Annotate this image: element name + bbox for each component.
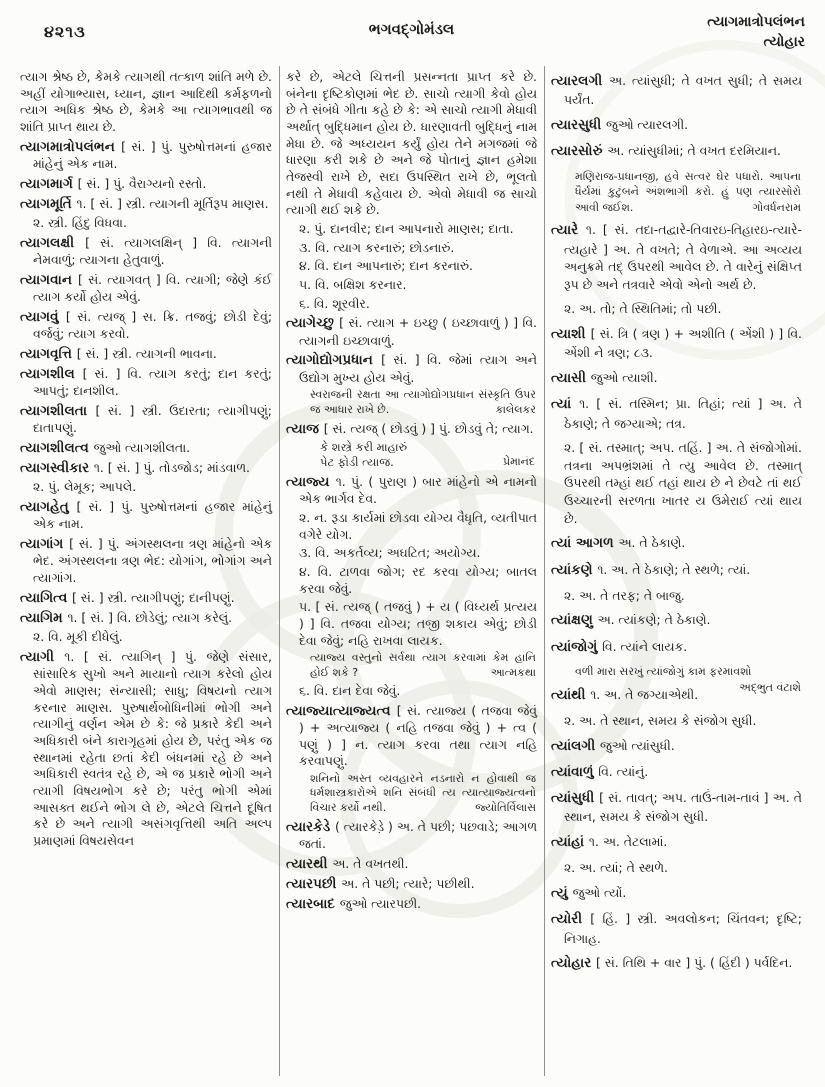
dictionary-entry — [551, 910, 802, 947]
entry-text: [ સં. ત્યાગવત્ ] વિ. ત્યાગી; જેણે કંઈ ત્યાગ કર્યો હોય એવું. — [33, 271, 272, 305]
entry-text: જુઓ ત્યારલગી. — [605, 116, 689, 132]
dictionary-entry — [20, 345, 272, 363]
entry-sense — [286, 510, 537, 543]
dictionary-entry — [551, 561, 802, 580]
headword: ત્યાંહાં — [551, 834, 589, 851]
dictionary-entry — [551, 116, 802, 135]
citation — [286, 388, 537, 417]
entry-text: ૪. વિ. ટાળવા જોગ; રદ કરવા યોગ્ય; બાતલ કરવા જેવું. — [299, 564, 537, 596]
dictionary-entry — [20, 609, 272, 627]
column-middle — [279, 66, 544, 1076]
entry-sense — [551, 712, 802, 730]
entry-text: ૧. અ. તેટલામાં. — [588, 834, 668, 850]
headword: ત્યાજ — [286, 420, 324, 437]
citation-source: ગોવર્ધનરામ — [752, 200, 801, 214]
entry-text: જુઓ ત્યાશી. — [590, 369, 658, 385]
dictionary-entry — [286, 895, 537, 913]
page-header — [14, 10, 809, 62]
entry-text: [ સં. ] પું. અંગસ્થલના ત્રણ માંહેનો એક ભેદ. અંગસ્થલના ત્રણ ભેદ: યોગાંગ, ભોગાંગ અને ત્યાગાંગ. — [33, 536, 273, 586]
dictionary-entry — [551, 395, 802, 432]
guide-word-bottom: ત્યોહાર — [763, 34, 805, 51]
entry-text: ૧. [ સં. ] સ્ત્રી. ત્યાગની મૂર્તિરૂપ માણસ. — [76, 195, 269, 211]
entry-text: ૩. વિ. અકર્તવ્ય; અઘટિત; અયોગ્ય. — [299, 545, 481, 561]
dictionary-entry — [20, 175, 272, 193]
citation-source: કાલેલકર — [495, 402, 536, 416]
dictionary-entry — [20, 459, 272, 477]
headword: ત્યાગિત્વ — [20, 589, 73, 606]
entry-text: [ સં. ] સ્ત્રી. ત્યાગીપણું; દાનીપણું. — [72, 589, 235, 605]
headword: ત્યાગશીલતા — [20, 402, 96, 419]
entry-text: [ સં. ] પું. પુરુષોત્તમનાં હજાર માંહેનું એક નામ. — [33, 138, 272, 171]
entry-sense — [286, 545, 537, 562]
entry-text: ત્યાગ શ્રેષ્ઠ છે, કેમકે ત્યાગથી તત્કાળ શાંતિ મળે છે. અહીં યોગાભ્યાસ, ધ્યાન, જ્ઞાન આદિથી કર્મફળનો ત્યાગ અધિક શ્રેષ્ઠ છે, કેમકે આ ત્યાગભાવથી જ શાંતિ પ્રાપ્ત થાય છે. — [20, 69, 272, 135]
dictionary-entry — [20, 498, 272, 533]
entry-text: [ સં. ] વિ. જેમાં ત્યાગ અને ઉદ્યોગ મુખ્ય હોય એવું. — [299, 352, 537, 385]
headword: ત્યાગલક્ષી — [20, 234, 86, 251]
entry-text: ૪. વિ. દાન આપનારું; દાન કરનારું. — [299, 258, 473, 274]
dictionary-entry — [286, 702, 537, 770]
citation — [286, 772, 537, 815]
entry-text: અ. તે વખતથી. — [332, 855, 409, 871]
entry-text: અ. ત્યાંકણે; તે ઠેકાણે. — [597, 612, 711, 628]
entry-sense — [286, 240, 537, 257]
dictionary-entry — [286, 818, 537, 853]
dictionary-entry — [20, 589, 272, 607]
entry-text: ત્યાજ્ય વસ્તુનો સર્વથા ત્યાગ કરવામાં કેમ હાનિ હોઈ શકે ? — [310, 651, 536, 679]
headword: ત્યાજ્યાત્યાજ્યત્વ — [286, 702, 397, 719]
entry-sense — [20, 215, 272, 232]
dictionary-entry — [286, 473, 537, 508]
headword: ત્યારસોરું — [551, 143, 608, 160]
headword: ત્યાંલગી — [551, 737, 600, 754]
dictionary-entry — [551, 789, 802, 826]
verse-line: પેટ ફોડી ત્યાજ. — [320, 455, 394, 470]
headword: ત્યાસી — [551, 369, 591, 386]
entry-text: [ સં. તાવત્; અપ. તાઉં-તામ-તાવં ] અ. તે સ્થાન, સમય કે સંજોગ સુધી. — [564, 790, 802, 825]
entry-text: [ સં. ] સ્ત્રી. ઉદારતા; ત્યાગીપણું; દાતાપણું. — [33, 402, 272, 436]
headword: ત્યું — [551, 884, 573, 901]
dictionary-entry — [551, 72, 802, 109]
headword: ત્યાંસુધી — [551, 790, 600, 807]
entry-sense — [286, 599, 537, 649]
entry-text: ૨. પું. લેમૂક; આપલે. — [33, 479, 137, 495]
entry-text: વળી મારા સરખું ત્યાંજોગું કામ ફરમાવશો — [575, 665, 752, 679]
entry-text: જુઓ ત્યારપછી. — [339, 896, 422, 912]
headword: ત્યાંક્ષણુ — [551, 612, 598, 629]
dictionary-entry — [20, 138, 272, 173]
headword: ત્યાગહેતુ — [20, 499, 77, 516]
dictionary-entry — [551, 369, 802, 388]
headword: ત્યાંજોગું — [551, 638, 603, 655]
entry-text: ( ત્યારકેડ઼ે ) અ. તે પછી; પછવાડે; આગળ જતાં. — [299, 818, 537, 852]
entry-text: [ સં. ] પું. વૈરાગ્યનો રસ્તો. — [77, 175, 207, 191]
entry-text: અ. તે પછી; ત્યારે; પછીથી. — [341, 876, 475, 892]
dictionary-entry — [286, 875, 537, 893]
book-title: ભગવદ્ગોમંડલ — [368, 20, 455, 38]
dictionary-entry — [20, 648, 272, 850]
entry-text: [ સં. ત્યાગલક્ષિન્ ] વિ. ત્યાગની નેમવાળું; ત્યાગના હેતુવાળું. — [33, 234, 273, 268]
continuation-paragraph — [286, 69, 537, 219]
entry-text: ૧. અ. તે ઠેકાણે; તે સ્થળે; ત્યાં. — [597, 561, 751, 577]
headword: ત્યારપછી — [286, 876, 342, 893]
dictionary-entry — [286, 855, 537, 873]
entry-text: ૧. [ સં. તદા-તદ્વારે-તિવારઇ-તિહારઇ-ત્યારે-ત્યહારે ] અ. તે વખતે; તે વેળાએ. આ અવ્યય અનુક્રમે તદ્ ઉપરથી આવેલ છે. તે વારેનું સંક્ષિપ્ત રૂપ છે અને તત્રવારે એવો એનો અર્થ છે. — [564, 222, 802, 292]
entry-text: ૨. ન. રૂડા કાર્યમાં છોડવા યોગ્ય વૈધૃતિ, વ્યતીપાત વગેરે યોગ. — [299, 510, 537, 542]
column-left — [14, 66, 279, 1076]
headword: ત્યોહાર — [551, 955, 596, 972]
headword: ત્યાજ્ય — [286, 474, 336, 491]
headword: ત્યાગવાન — [20, 271, 79, 288]
dictionary-entry — [551, 611, 802, 630]
headword: ત્યાગમાર્ગ — [20, 175, 78, 192]
entry-text: [ સં. તિથિ + વાર ] પું. ( હિંદી ) પર્વદિન. — [595, 955, 793, 971]
entry-sense — [286, 258, 537, 275]
entry-text: [ સં. ] સ્ત્રી. ત્યાગની ભાવના. — [76, 345, 217, 361]
guide-words — [707, 12, 805, 53]
entry-text: મણિરાજ-પ્રધાનજી, હવે સત્વર ઘેર પધારો. આપના ધૈર્યમાં કુટુંબને અંશભાગી કરો. હું પણ ત્યારસોરો આવી જઈશ. — [575, 169, 801, 214]
dictionary-entry — [551, 884, 802, 903]
dictionary-entry — [20, 195, 272, 213]
dictionary-entry — [286, 420, 537, 438]
entry-text: ૫. વિ. બક્ષિશ કરનાર. — [299, 277, 407, 293]
dictionary-entry — [20, 365, 272, 400]
citation-source: અદ્ભુત વંટાશે — [739, 680, 801, 694]
entry-text: ૧. [ સં. ] વિ. છોડેલું; ત્યાગ કરેલું. — [67, 610, 233, 626]
citation — [286, 651, 537, 680]
dictionary-entry — [551, 534, 802, 553]
entry-text: [ સં. ત્યજ્ ( છોડવું ) ] પું. છોડવું તે; ત્યાગ. — [323, 420, 534, 436]
dictionary-entry — [551, 833, 802, 852]
entry-text: [ સં. ત્રિ ( ત્રણ ) + અશીતિ ( એંશી ) ] વિ. એંશી ને ત્રણ; ૮૩. — [564, 326, 802, 361]
headword: ત્યાશી — [551, 326, 591, 343]
dictionary-entry — [551, 763, 802, 782]
entry-text: [ સં. ] વિ. ત્યાગ કરતું; દાન કરતું; આપતું; દાનશીલ. — [33, 366, 272, 399]
headword: ત્યારે — [551, 222, 586, 239]
entry-text: [ સં. ] પું. પુરુષોત્તમનાં હજાર માંહેનું એક નામ. — [33, 499, 272, 532]
headword: ત્યારકેડે — [286, 818, 335, 835]
entry-sense — [286, 296, 537, 313]
verse-citation — [286, 440, 537, 470]
continuation-paragraph — [20, 69, 272, 136]
dictionary-entry — [286, 351, 537, 386]
entry-text: ૧. [ સં. ત્યાગિન્ ] પું. જેણે સંસાર, સાંસારિક સુખો અને માયાનો ત્યાગ કરેલો હોય એવો માણસ; સંન્યાસી; સાધુ; વિષયનો ત્યાગ કરનાર માણસ. પુરુષાર્થબોધિનીમાં ભોગી અને ત્યાગીનું વર્ણન એમ છે કે: જે પ્રકારે કેદી અને અધિકારી બંને કારાગૃહમાં હોય છે, પરંતુ એક જ સ્થાનમાં રહેતા છતાં કેદી બંધનમાં રહે છે અને અધિકારી સ્વતંત્ર રહે છે, એ જ પ્રકારે ભોગી અને ત્યાગી વિષયભોગ કરે છે; પરંતુ ભોગી એમાં આસક્ત થઈને ભોગ લે છે, એટલે ચિત્તને દૂષિત કરે છે અને ત્યાગી અસંગવૃત્તિથી અતિ અલ્પ પ્રમાણમાં વિષયસેવન — [33, 648, 272, 848]
headword: ત્યારલગી — [551, 73, 610, 89]
entry-text: કરે છે, એટલે ચિત્તની પ્રસન્નતા પ્રાપ્ત કરે છે. બંનેના દૃષ્ટિકોણમાં ભેદ છે. સાચો ત્યાગી કેવો હોય છે તે સંબંધે ગીતા કહે છે કે: એ સાચો ત્યાગી મેધાવી અર્થાત્ બુદ્ધિમાન હોય છે. ધારણાવતી બુદ્ધિનું નામ મેધા છે. જે અધ્યયન કર્યું હોય તેને મગજમાં જે ધારણા કરી શકે છે અને જે પોતાનું જ્ઞાન હમેશા તેજસ્વી રાખે છે, સદા ઉપસ્થિત રાખે છે, ભૂલતો નથી તે મેધાવી કહેવાય છે. એવો મેધાવી જ સાચો ત્યાગી થઈ શકે છે. — [286, 69, 537, 218]
entry-text: અ. ત્યાંસુધી; તે વખત સુધી; તે સમય પર્યંત. — [564, 73, 802, 108]
dictionary-entry — [286, 314, 537, 349]
dictionary-entry — [20, 271, 272, 306]
headword: ત્યાગવૃત્તિ — [20, 345, 77, 362]
citation-source: પ્રેમાનંદ — [503, 454, 535, 468]
entry-sense — [20, 629, 272, 646]
dictionary-entry — [551, 142, 802, 161]
headword: ત્યાંકણે — [551, 561, 598, 578]
entry-sense — [286, 564, 537, 597]
entry-text: ૨. અ. તે સ્થાન, સમય કે સંજોગ સુધી. — [564, 712, 757, 728]
entry-text: ૨. અ. તે તરફ; તે બાજુ. — [564, 587, 685, 603]
headword: ત્યાંથી — [551, 686, 591, 703]
headword: ત્યાગિમ — [20, 610, 68, 627]
entry-text: જુઓ ત્યાંસુધી. — [599, 737, 675, 753]
entry-text: ૨. સ્ત્રી. હિંદુ વિધવા. — [33, 215, 127, 231]
dictionary-entry — [551, 954, 802, 973]
entry-text: [ સં. ત્યાજ્ય ( તજવા જેવું ) + અત્યાજ્ય ( નહિ તજવા જેવું ) + ત્વ ( પણું ) ] ન. ત્યાગ કરવા તથા ત્યાગ નહિ કરવાપણું. — [299, 702, 537, 769]
verse-line: કે શસ્ત્રે કરી માહારું — [320, 440, 407, 455]
dictionary-entry — [20, 402, 272, 437]
headword: ત્યારસુધી — [551, 116, 606, 133]
entry-text: વિ. ત્યાંનું. — [598, 763, 649, 779]
entry-sense — [551, 439, 802, 527]
entry-text: [ સં. ત્યજ્ ] સ. ક્રિ. તજવું; છોડી દેવું; વર્જવું; ત્યાગ કરવો. — [33, 308, 272, 342]
dictionary-entry — [20, 308, 272, 343]
entry-text: [ સં. ત્યાગ + ઇચ્છુ ( ઇચ્છાવાળું ) ] વિ. ત્યાગની ઇચ્છાવાળું. — [299, 315, 537, 348]
citation — [551, 169, 802, 216]
citation-source: આત્મકથા — [490, 665, 536, 679]
entry-sense — [20, 479, 272, 496]
headword: ત્યાગમૂર્તિ — [20, 195, 77, 212]
headword: ત્યાગેચ્છુ — [286, 315, 340, 332]
dictionary-entry — [20, 535, 272, 587]
column-right — [544, 66, 809, 1076]
headword: ત્યાગસ્વીકાર — [20, 460, 94, 477]
headword: ત્યાં — [551, 396, 580, 413]
entry-sense — [286, 277, 537, 294]
entry-text: ૨. અ. તો; તે સ્થિતિમાં; તો પછી. — [564, 301, 722, 317]
headword: ત્યારબાદ — [286, 896, 340, 913]
headword: ત્યાગાંગ — [20, 536, 70, 553]
entry-text: ૫. [ સં. ત્યજ્ ( તજવું ) + ય ( વિધ્યર્થ પ્રત્યય ) ] વિ. તજવા યોગ્ય; તજી શકાય એવું; છોડી દેવા જેવું; નહિ રાખવા લાયક. — [299, 599, 537, 648]
entry-text: ૨. વિ. મૂકી દીધેલું. — [33, 629, 123, 645]
headword: ત્યાગમાત્રોપલંભન — [20, 138, 122, 155]
dictionary-entry — [551, 737, 802, 756]
dictionary-entry — [551, 638, 802, 657]
entry-sense — [551, 300, 802, 318]
entry-text: ૧. પું. ( પુરાણ ) બાર માંહેનો એ નામનો એક ભાર્ગવ દેવ. — [299, 474, 537, 507]
headword: ત્યાગશીલત્વ — [20, 439, 94, 456]
citation-source: જ્યોતિર્વિલાસ — [475, 800, 536, 814]
entry-text: અ. ત્યાંસુધીમાં; તે વખત દરમિયાન. — [607, 143, 781, 159]
entry-text: જુઓ ત્યોં. — [572, 884, 627, 900]
page-number: ૪૨૧૩ — [44, 22, 86, 41]
entry-sense — [286, 683, 537, 700]
entry-text: ૨. [ સં. તસ્માત્; અપ. તહિં. ] અ. તે સંજોગોમાં. તત્રના અપભ્રંશમાં તે ત્યુ આવેલ છે. તસ્માત્ ઉપરથી તમ્હાં થઈ તહાં થાય છે ને છેવટે તાં થઈ ઉચ્ચારની સરળતા ખાતર ય ઉમેરાઈ ત્યાં થાય છે. — [564, 440, 802, 526]
entry-text: ૬. વિ. શૂરવીર. — [299, 295, 370, 311]
entry-text: જુઓ ત્યાગશીલતા. — [93, 439, 191, 455]
entry-text: ૧. [ સં. તસ્મિન; પ્રા. તિહાં; ત્યાં ] અ. તે ઠેકાણે; તે જગ્યાએ; તત્ર. — [564, 396, 802, 431]
dictionary-entry — [20, 439, 272, 457]
entry-text: સ્વરાજની રક્ષતા આ ત્યાગોદ્યોગપ્રધાન સંસ્કૃતિ ઉપર જ આધાર રાખે છે. — [310, 388, 536, 416]
entry-text: ૬. વિ. દાન દેવા જેવું. — [299, 682, 401, 698]
text-columns — [14, 66, 809, 1076]
dictionary-entry — [551, 221, 802, 293]
headword: ત્યાગવું — [20, 308, 66, 325]
entry-text: શનિનો અસ્ત વ્યવહારને નડનારો ન હોવાથી જ ધર્મશાસ્ત્રકારોએ શનિ સંબંધી ત્ય ત્યાત્યાજ્યત્વનો વિચાર કર્યો નથી. — [310, 771, 536, 814]
headword: ત્યાંવાળું — [551, 763, 599, 780]
entry-sense — [286, 221, 537, 238]
entry-sense — [551, 587, 802, 605]
headword: ત્યાગી — [20, 648, 65, 665]
dictionary-entry — [551, 325, 802, 362]
entry-text: ૨. પું. દાનવીર; દાન આપનારો માણસ; દાતા. — [299, 221, 514, 237]
entry-text: ૩. વિ. ત્યાગ કરનારું; છોડનારું. — [299, 239, 455, 255]
entry-sense — [551, 859, 802, 877]
entry-text: અ. તે ઠેકાણે. — [618, 535, 686, 551]
headword: ત્યાગોદ્યોગપ્રધાન — [286, 352, 382, 369]
entry-text: [ હિં. ] સ્ત્રી. અવલોકન; ચિંતવન; દૃષ્ટિ; નિગાહ. — [564, 911, 802, 946]
entry-text: ૧. અ. તે જગ્યાએથી. — [590, 686, 699, 702]
dictionary-entry — [20, 234, 272, 269]
entry-text: વિ. ત્યાંને લાયક. — [602, 638, 688, 654]
entry-text: ૨. અ. ત્યાં; તે સ્થળે. — [564, 860, 668, 876]
entry-text: ૧. [ સં. ] પું. તોડજોડ; માંડવાળ. — [93, 460, 250, 476]
headword: ત્યારથી — [286, 855, 333, 872]
headword: ત્યોરી — [551, 911, 591, 928]
guide-word-top: ત્યાગમાત્રોપલંભન — [707, 14, 805, 30]
headword: ત્યાં આગળ — [551, 535, 619, 552]
headword: ત્યાગશીલ — [20, 366, 83, 383]
